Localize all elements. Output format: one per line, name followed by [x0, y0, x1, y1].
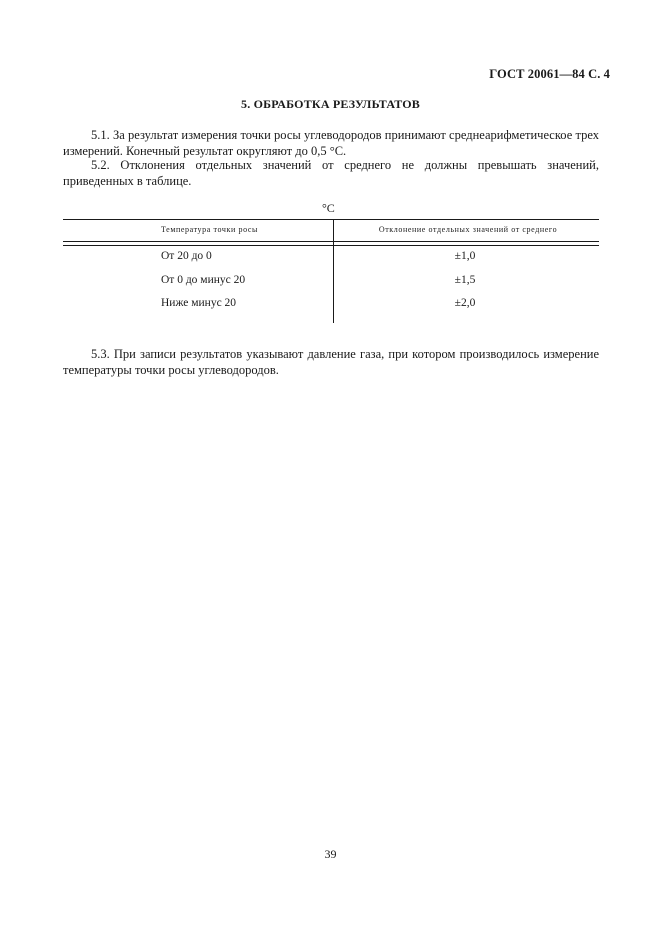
table-unit-label: °С [322, 201, 335, 215]
table-cell-temperature: От 20 до 0 [161, 250, 212, 262]
paragraph-5-1: 5.1. За результат измерения точки росы углеводородов принимают среднеарифметическое трех измерений. Конечный результат округляют до 0,5 °С. [63, 128, 599, 158]
table-header-deviation: Отклонение отдельных значений от среднего [378, 225, 558, 234]
table-cell-temperature: От 0 до минус 20 [161, 274, 246, 286]
table-cell-temperature: Ниже минус 20 [161, 297, 237, 309]
table-cell-deviation: ±1,0 [454, 250, 476, 262]
paragraph-5-2: 5.2. Отклонения отдельных значений от среднего не должны превышать значений, приведенных в таблице. [63, 158, 599, 188]
paragraph-5-3: 5.3. При записи результатов указывают давление газа, при котором производилось измерение температуры точки росы углеводородов. [63, 347, 599, 377]
table-header-rule [63, 241, 599, 246]
table-row [63, 250, 599, 266]
document-header: ГОСТ 20061—84 С. 4 [489, 67, 610, 81]
page-number: 39 [324, 847, 337, 861]
section-title: 5. ОБРАБОТКА РЕЗУЛЬТАТОВ [241, 97, 420, 111]
deviation-table [63, 219, 599, 323]
table-cell-deviation: ±1,5 [454, 274, 476, 286]
table-row [63, 297, 599, 313]
table-row [63, 274, 599, 290]
table-cell-deviation: ±2,0 [454, 297, 476, 309]
table-top-rule [63, 219, 599, 220]
table-header-temperature: Температура точки росы [161, 225, 259, 234]
